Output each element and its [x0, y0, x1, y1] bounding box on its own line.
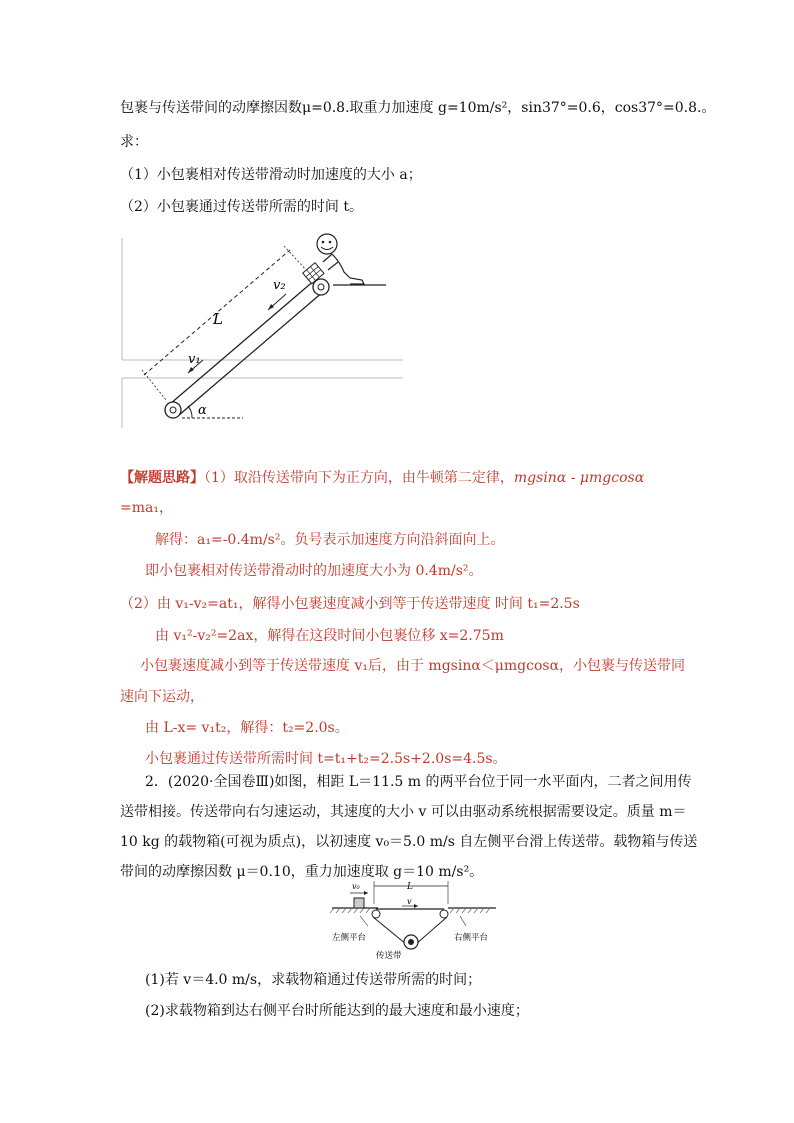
problem2-question2: (2)求载物箱到达右侧平台时所能达到的最大速度和最小速度；	[145, 1003, 529, 1019]
right-platform-hatch	[450, 908, 490, 913]
belt-right-diagonal	[416, 917, 447, 944]
worker-figure-icon	[317, 234, 364, 284]
solution-step6a: 小包裹速度减小到等于传送带速度 v₁后，由于 mgsinα＜μmgcosα，小包裹与传送带同	[140, 658, 686, 674]
left-label-leader	[360, 916, 368, 926]
problem2-question1: (1)若 v＝4.0 m/s，求载物箱通过传送带所需的时间；	[145, 972, 482, 988]
L-label: L	[407, 882, 413, 892]
belt-left-diagonal	[373, 917, 406, 944]
v-label: v	[407, 897, 412, 906]
cargo-box	[354, 898, 364, 908]
solution-step1-line	[120, 468, 644, 488]
problem2-line4: 带间的动摩擦因数 μ＝0.10，重力加速度取 g＝10 m/s²。	[120, 864, 484, 880]
solution-step1-cont: =ma₁，	[120, 500, 173, 516]
solution-step8: 小包裹通过传送带所需时间 t=t₁+t₂=2.5s+2.0s=4.5s。	[145, 751, 507, 767]
right-label-leader	[460, 916, 466, 926]
solution-step2: 解得：a₁=-0.4m/s²。负号表示加速度方向沿斜面向上。	[155, 532, 505, 548]
solution-step6b: 速向下运动，	[120, 689, 204, 705]
v0-label: v₀	[352, 882, 360, 891]
problem1-line1: 包裹与传送带间的动摩擦因数μ=0.8.取重力加速度 g=10m/s²，sin37°=0.6，cos37°=0.8.。	[120, 100, 716, 116]
conveyor-incline-figure	[118, 232, 408, 432]
dimension-tick-top	[284, 246, 308, 272]
v1-arrow-head	[188, 367, 194, 373]
problem2-line3: 10 kg 的载物箱(可视为质点)，以初速度 v₀＝5.0 m/s 自左侧平台滑上传送带。载物箱与传送	[120, 834, 698, 850]
solution-step3: 即小包裹相对传送带滑动时的加速度大小为 0.4m/s²。	[145, 563, 483, 579]
question-1: （1）小包裹相对传送带滑动时加速度的大小 a；	[120, 167, 422, 183]
v-arrow-head	[414, 904, 418, 908]
solution-heading: 【解题思路】	[120, 470, 204, 486]
right-platform-label: 右侧平台	[454, 933, 489, 943]
v2-label: v₂	[273, 278, 286, 293]
solution-step7: 由 L-x= v₁t₂，解得：t₂=2.0s。	[145, 720, 349, 736]
problem1-line2: 求：	[120, 134, 148, 150]
length-label: L	[213, 310, 223, 328]
dimension-tick-bottom	[142, 370, 166, 400]
v1-label: v₁	[188, 352, 201, 367]
solution-step5: 由 v₁²-v₂²=2ax，解得在这段时间小包裹位移 x=2.75m	[155, 628, 504, 644]
bottom-roller-hub	[170, 407, 176, 413]
drive-wheel-hub	[408, 939, 414, 945]
problem2-line2: 送带相接。传送带向右匀速运动，其速度的大小 v 可以由驱动系统根据需要设定。质量 m＝	[120, 804, 687, 820]
problem2-line1: 2．(2020·全国卷Ⅲ)如图，相距 L＝11.5 m 的两平台位于同一水平面内，二者之间用传	[145, 774, 692, 790]
alpha-label: α	[198, 403, 207, 418]
left-platform-hatch	[330, 908, 370, 913]
v0-arrow-head	[364, 891, 368, 895]
solution-step1: （1）取沿传送带向下为正方向，由牛顿第二定律，	[204, 470, 514, 486]
horizontal-conveyor-figure	[330, 878, 500, 962]
left-platform-label: 左侧平台	[332, 933, 367, 943]
solution-step4: （2）由 v₁-v₂=at₁，解得小包裹速度减小到等于传送带速度 时间 t₁=2.5s	[120, 596, 580, 612]
belt-label: 传送带	[376, 951, 402, 961]
belt-upper-edge	[170, 279, 316, 404]
solution-step1-formula: mgsinα - μmgcosα	[513, 470, 645, 486]
top-roller-hub	[318, 284, 324, 290]
question-2: （2）小包裹通过传送带所需的时间 t。	[120, 199, 363, 215]
angle-arc	[188, 406, 192, 418]
